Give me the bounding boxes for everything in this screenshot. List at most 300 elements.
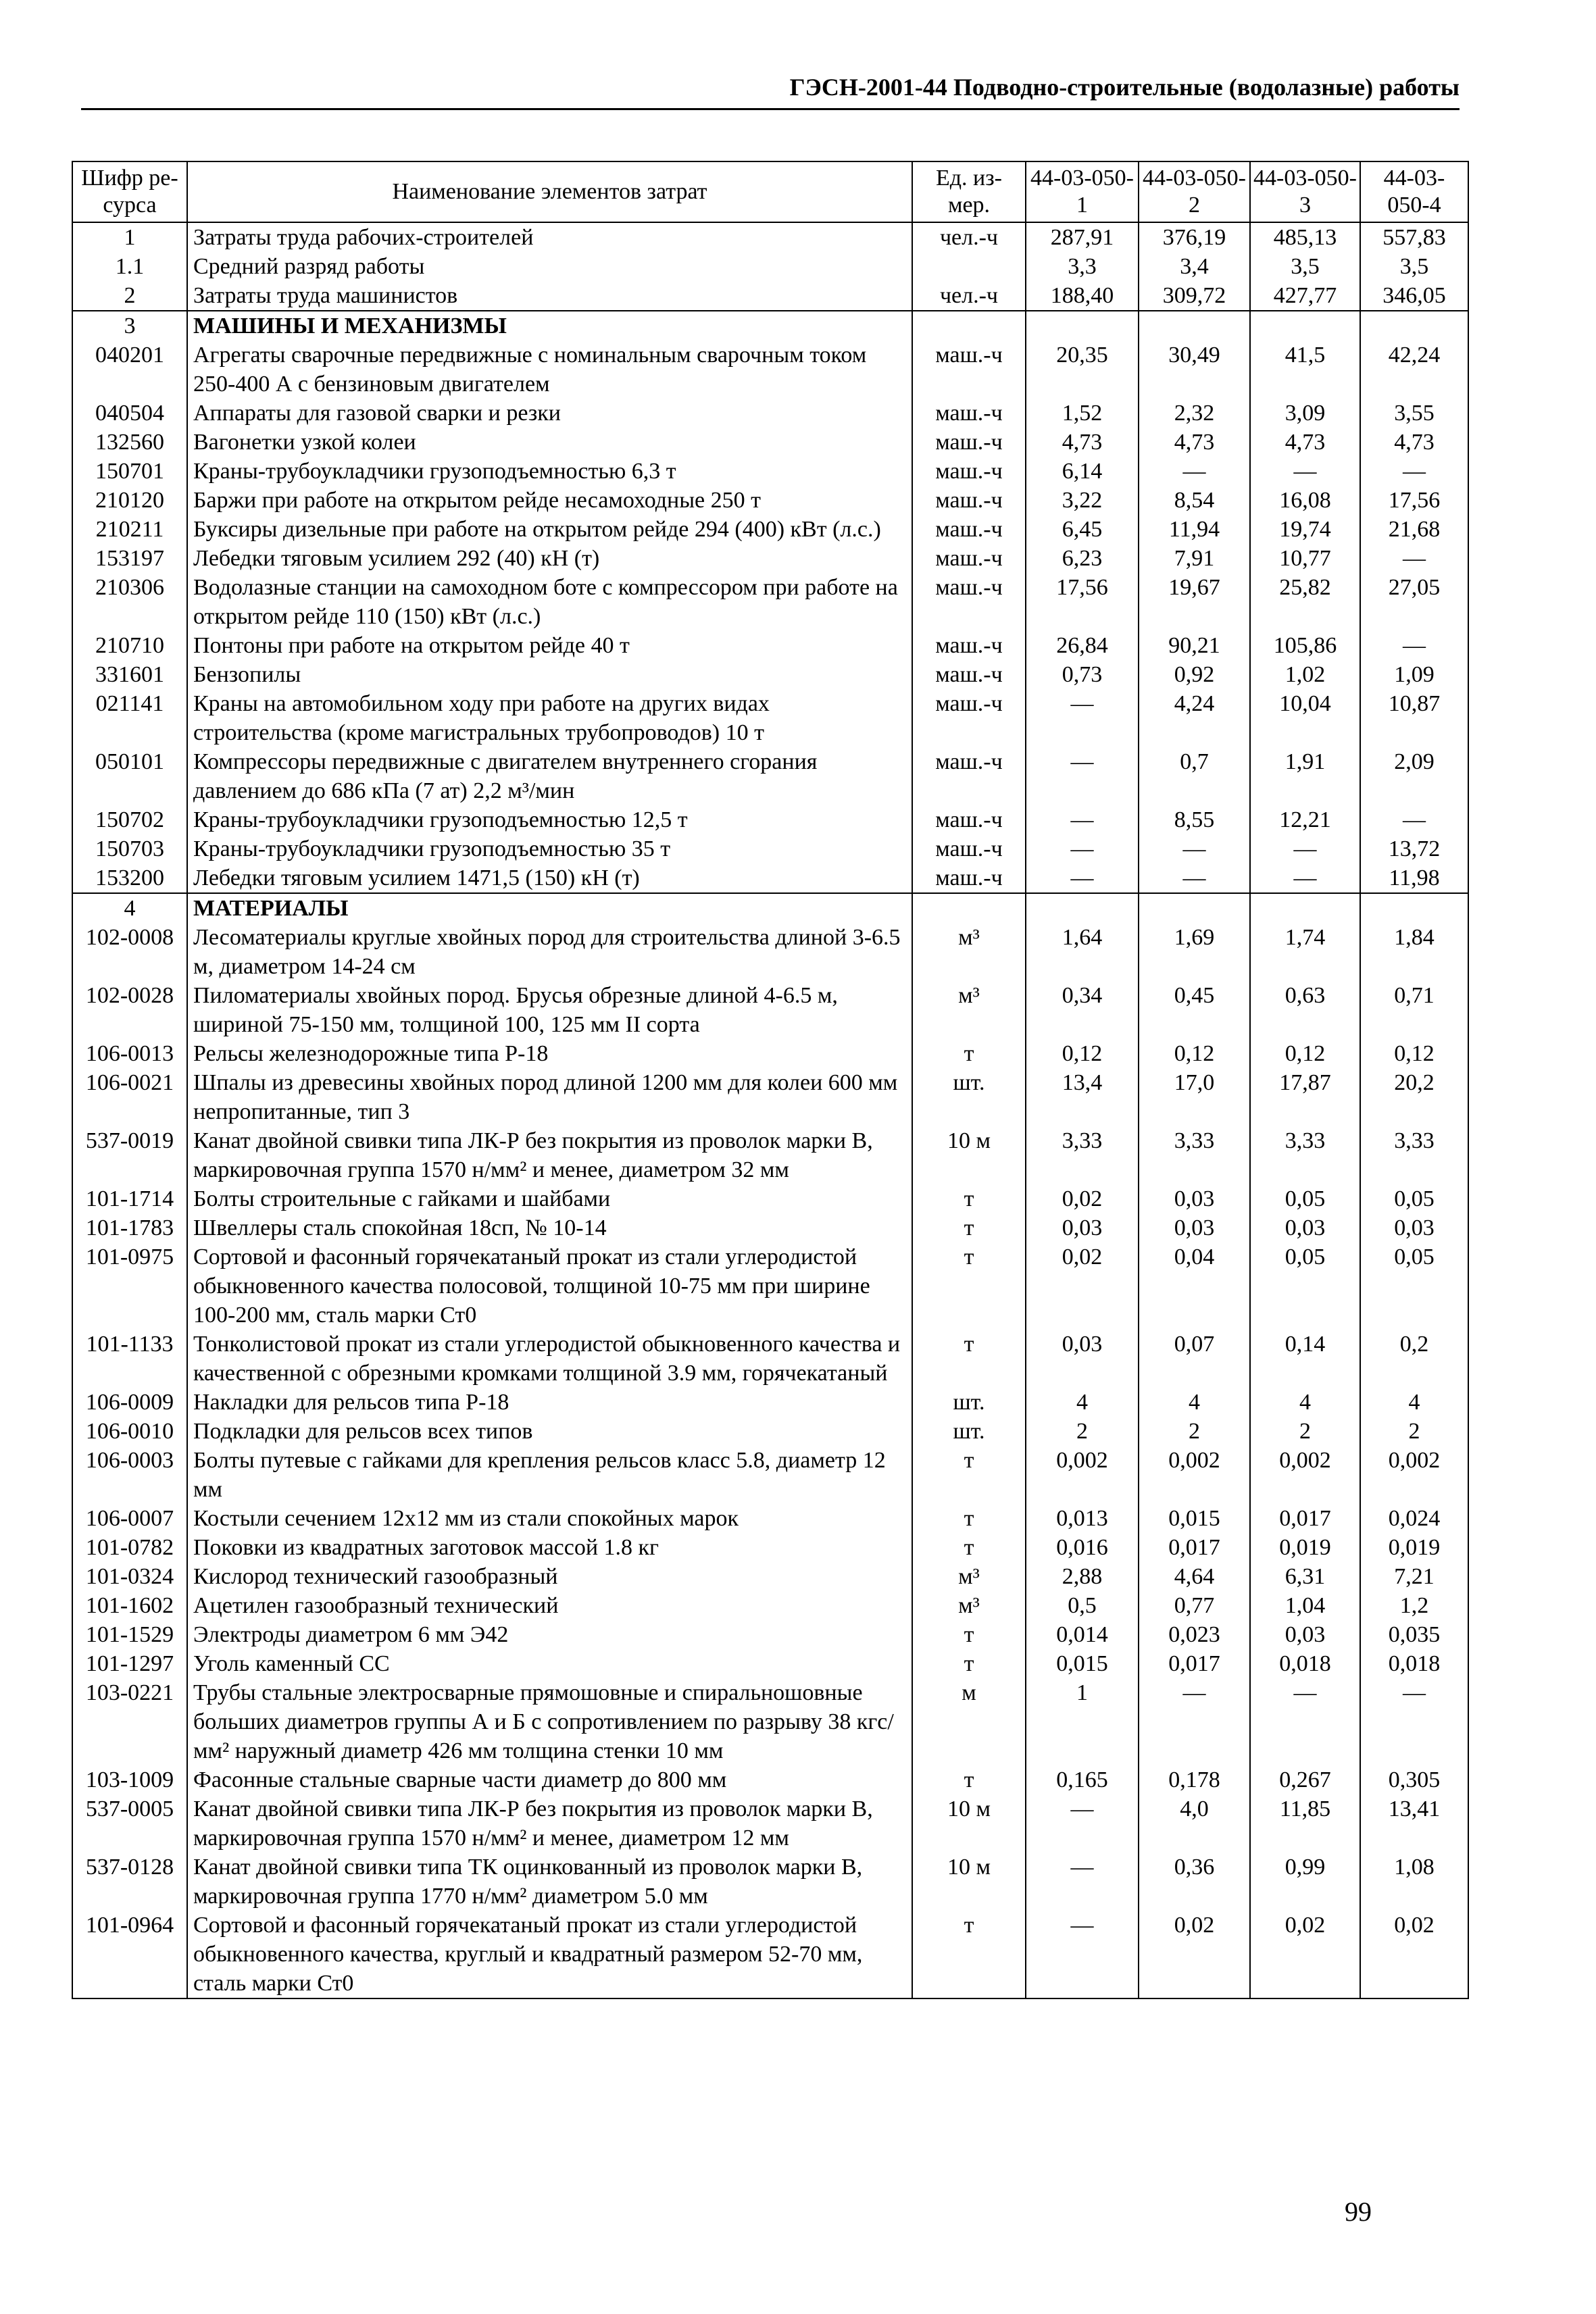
norm-value-050-4: 3,5 (1360, 252, 1468, 281)
norm-value-050-1: 2 (1026, 1417, 1139, 1446)
resource-code: 102-0028 (72, 981, 187, 1039)
norm-value-050-1: 0,165 (1026, 1765, 1139, 1794)
norm-value-050-4: 21,68 (1360, 515, 1468, 544)
unit-of-measure: т (912, 1765, 1026, 1794)
norm-value-050-1: 0,015 (1026, 1649, 1139, 1678)
norm-value-050-1: — (1026, 1794, 1139, 1853)
norm-value-050-1: 1,52 (1026, 399, 1139, 428)
norm-value-050-4: 42,24 (1360, 341, 1468, 399)
norm-value-050-3: 0,14 (1250, 1330, 1360, 1388)
resource-code: 3 (72, 311, 187, 341)
resource-name: Ацетилен газообразный технический (187, 1591, 912, 1620)
norm-value-050-1: 0,34 (1026, 981, 1139, 1039)
norm-value-050-1: 0,73 (1026, 660, 1139, 689)
resource-code: 210306 (72, 573, 187, 631)
norm-value-050-4: — (1360, 805, 1468, 834)
norm-value-050-1: 2,88 (1026, 1562, 1139, 1591)
column-header-v4: 44-03-050-4 (1360, 161, 1468, 222)
resource-name: Агрегаты сварочные передвижные с номинальным сварочным током 250-400 А с бензиновым двигателем (187, 341, 912, 399)
unit-of-measure: маш.-ч (912, 689, 1026, 747)
unit-of-measure: маш.-ч (912, 747, 1026, 805)
norm-value-050-2: 0,03 (1139, 1184, 1250, 1213)
norm-value-050-3: 0,267 (1250, 1765, 1360, 1794)
resource-name: Затраты труда машинистов (187, 281, 912, 311)
resource-code: 4 (72, 893, 187, 923)
resource-code: 153200 (72, 863, 187, 893)
resource-name: Трубы стальные электросварные прямошовные и спиральношовные больших диаметров группы А и Б с сопротивлением по разрыву 38 кгс/мм² наружный диаметр 426 мм толщина стенки 10 мм (187, 1678, 912, 1765)
resource-name: Краны-трубоукладчики грузоподъемностью 12,5 т (187, 805, 912, 834)
norm-value-050-4: 0,019 (1360, 1533, 1468, 1562)
norm-value-050-1: 6,45 (1026, 515, 1139, 544)
unit-of-measure: м³ (912, 1562, 1026, 1591)
resource-name: Пиломатериалы хвойных пород. Брусья обрезные длиной 4-6.5 м, шириной 75-150 мм, толщиной 100, 125 мм II сорта (187, 981, 912, 1039)
table-row (72, 1911, 1468, 1998)
norm-value-050-3: 0,019 (1250, 1533, 1360, 1562)
resource-name: Электроды диаметром 6 мм Э42 (187, 1620, 912, 1649)
resource-name: Канат двойной свивки типа ТК оцинкованный из проволок марки В, маркировочная группа 1770 н/мм² диаметром 5.0 мм (187, 1853, 912, 1911)
table-row (72, 1649, 1468, 1678)
resource-code: 102-0008 (72, 923, 187, 981)
resource-code: 210710 (72, 631, 187, 660)
norm-value-050-3: 12,21 (1250, 805, 1360, 834)
resource-code: 101-0782 (72, 1533, 187, 1562)
resource-code: 103-0221 (72, 1678, 187, 1765)
norm-value-050-4: 10,87 (1360, 689, 1468, 747)
norm-value-050-2: 0,36 (1139, 1853, 1250, 1911)
norm-value-050-3: 10,77 (1250, 544, 1360, 573)
norm-value-050-4: 11,98 (1360, 863, 1468, 893)
table-row (72, 311, 1468, 341)
norm-value-050-4: 0,002 (1360, 1446, 1468, 1504)
unit-of-measure: м³ (912, 1591, 1026, 1620)
norm-value-050-3 (1250, 311, 1360, 341)
table-row (72, 544, 1468, 573)
column-header-v2: 44-03-050-2 (1139, 161, 1250, 222)
norm-value-050-4 (1360, 893, 1468, 923)
table-row (72, 1765, 1468, 1794)
resource-code: 101-0975 (72, 1242, 187, 1330)
norm-value-050-2: 2,32 (1139, 399, 1250, 428)
resource-name: МАТЕРИАЛЫ (187, 893, 912, 923)
table-row (72, 1794, 1468, 1853)
unit-of-measure: маш.-ч (912, 660, 1026, 689)
norm-value-050-3: 17,87 (1250, 1068, 1360, 1126)
resource-name: Рельсы железнодорожные типа Р-18 (187, 1039, 912, 1068)
table-row (72, 399, 1468, 428)
resource-name: Болты строительные с гайками и шайбами (187, 1184, 912, 1213)
norm-value-050-4: — (1360, 631, 1468, 660)
norm-value-050-1: 0,002 (1026, 1446, 1139, 1504)
norm-value-050-4: 0,12 (1360, 1039, 1468, 1068)
resource-name: Понтоны при работе на открытом рейде 40 т (187, 631, 912, 660)
resource-name: Уголь каменный СС (187, 1649, 912, 1678)
norm-value-050-1: — (1026, 863, 1139, 893)
table-row (72, 747, 1468, 805)
resource-name: Фасонные стальные сварные части диаметр до 800 мм (187, 1765, 912, 1794)
norm-value-050-4: 3,55 (1360, 399, 1468, 428)
norm-value-050-4: 0,024 (1360, 1504, 1468, 1533)
norm-value-050-1: 4,73 (1026, 428, 1139, 457)
norm-value-050-3: 4 (1250, 1388, 1360, 1417)
resource-code: 537-0128 (72, 1853, 187, 1911)
resource-name: Болты путевые с гайками для крепления рельсов класс 5.8, диаметр 12 мм (187, 1446, 912, 1504)
table-row (72, 1620, 1468, 1649)
norm-value-050-3: 0,12 (1250, 1039, 1360, 1068)
unit-of-measure: маш.-ч (912, 573, 1026, 631)
norm-value-050-1: 20,35 (1026, 341, 1139, 399)
resource-name: Костыли сечением 12х12 мм из стали спокойных марок (187, 1504, 912, 1533)
norm-value-050-2 (1139, 893, 1250, 923)
norm-value-050-3: 0,05 (1250, 1184, 1360, 1213)
norm-value-050-2: 0,77 (1139, 1591, 1250, 1620)
norm-value-050-2: 376,19 (1139, 222, 1250, 252)
unit-of-measure: маш.-ч (912, 341, 1026, 399)
resource-code: 537-0019 (72, 1126, 187, 1184)
norm-value-050-1 (1026, 893, 1139, 923)
unit-of-measure: чел.-ч (912, 281, 1026, 311)
norm-value-050-2 (1139, 311, 1250, 341)
resource-code: 106-0021 (72, 1068, 187, 1126)
resource-code: 106-0010 (72, 1417, 187, 1446)
resource-code: 153197 (72, 544, 187, 573)
norm-value-050-1: 6,14 (1026, 457, 1139, 486)
resource-name: Бензопилы (187, 660, 912, 689)
header-rule (81, 108, 1460, 110)
norm-value-050-2: 3,4 (1139, 252, 1250, 281)
norm-value-050-4: — (1360, 1678, 1468, 1765)
table-row (72, 863, 1468, 893)
table-row (72, 341, 1468, 399)
resource-code: 106-0013 (72, 1039, 187, 1068)
resource-name: Компрессоры передвижные с двигателем внутреннего сгорания давлением до 686 кПа (7 ат) 2,2 м³/мин (187, 747, 912, 805)
norm-value-050-3: 19,74 (1250, 515, 1360, 544)
norm-value-050-3: 3,5 (1250, 252, 1360, 281)
resource-name: Лебедки тяговым усилием 1471,5 (150) кН (т) (187, 863, 912, 893)
resource-code: 101-1783 (72, 1213, 187, 1242)
resource-code: 101-0324 (72, 1562, 187, 1591)
norm-value-050-2: 3,33 (1139, 1126, 1250, 1184)
norm-value-050-3: 3,33 (1250, 1126, 1360, 1184)
page-header: ГЭСН-2001-44 Подводно-строительные (водолазные) работы (789, 74, 1460, 101)
resource-name: Лесоматериалы круглые хвойных пород для строительства длиной 3-6.5 м, диаметром 14-24 см (187, 923, 912, 981)
table-row (72, 1242, 1468, 1330)
norm-value-050-2: 0,015 (1139, 1504, 1250, 1533)
norm-value-050-3: 427,77 (1250, 281, 1360, 311)
norm-value-050-1: 3,3 (1026, 252, 1139, 281)
unit-of-measure: маш.-ч (912, 834, 1026, 863)
norm-value-050-1: — (1026, 1911, 1139, 1998)
table-row (72, 573, 1468, 631)
norm-value-050-4: 17,56 (1360, 486, 1468, 515)
table-row (72, 457, 1468, 486)
norm-value-050-4: 557,83 (1360, 222, 1468, 252)
resource-code: 040201 (72, 341, 187, 399)
resource-code: 132560 (72, 428, 187, 457)
norm-value-050-3: 0,02 (1250, 1911, 1360, 1998)
unit-of-measure: м³ (912, 981, 1026, 1039)
norm-value-050-4 (1360, 311, 1468, 341)
unit-of-measure: шт. (912, 1417, 1026, 1446)
table-row (72, 1591, 1468, 1620)
table-header-row (72, 161, 1468, 222)
norm-value-050-1: 0,03 (1026, 1213, 1139, 1242)
resource-code: 040504 (72, 399, 187, 428)
norm-value-050-4: 0,035 (1360, 1620, 1468, 1649)
resource-name: Канат двойной свивки типа ЛК-Р без покрытия из проволок марки В, маркировочная группа 1570 н/мм² и менее, диаметром 32 мм (187, 1126, 912, 1184)
table-row (72, 1533, 1468, 1562)
norm-value-050-2: 0,45 (1139, 981, 1250, 1039)
norm-value-050-2: 11,94 (1139, 515, 1250, 544)
resource-code: 101-1714 (72, 1184, 187, 1213)
resource-code: 1 (72, 222, 187, 252)
norm-value-050-1: — (1026, 805, 1139, 834)
unit-of-measure: маш.-ч (912, 631, 1026, 660)
norm-value-050-3: 3,09 (1250, 399, 1360, 428)
norm-value-050-2: 0,017 (1139, 1649, 1250, 1678)
norm-value-050-1: 26,84 (1026, 631, 1139, 660)
norm-value-050-1: 287,91 (1026, 222, 1139, 252)
unit-of-measure: маш.-ч (912, 399, 1026, 428)
unit-of-measure: т (912, 1620, 1026, 1649)
norm-value-050-3: — (1250, 863, 1360, 893)
norm-value-050-3: 2 (1250, 1417, 1360, 1446)
norm-value-050-3: 1,74 (1250, 923, 1360, 981)
norm-value-050-1: 0,03 (1026, 1330, 1139, 1388)
resource-name: Сортовой и фасонный горячекатаный прокат из стали углеродистой обыкновенного качества, круглый и квадратный размером 52-70 мм, сталь марки Ст0 (187, 1911, 912, 1998)
table-row (72, 1068, 1468, 1126)
norm-value-050-3: 0,03 (1250, 1213, 1360, 1242)
unit-of-measure (912, 893, 1026, 923)
norm-value-050-3: — (1250, 834, 1360, 863)
norm-value-050-3: 0,05 (1250, 1242, 1360, 1330)
resource-name: Водолазные станции на самоходном боте с компрессором при работе на открытом рейде 110 (150) кВт (л.с.) (187, 573, 912, 631)
norm-value-050-3: 4,73 (1250, 428, 1360, 457)
norm-value-050-2: — (1139, 834, 1250, 863)
column-header-name: Наименование элементов затрат (187, 161, 912, 222)
resource-name: Затраты труда рабочих-строителей (187, 222, 912, 252)
table-row (72, 1184, 1468, 1213)
norm-value-050-2: 4,0 (1139, 1794, 1250, 1853)
norm-value-050-3: 6,31 (1250, 1562, 1360, 1591)
norm-value-050-3: 485,13 (1250, 222, 1360, 252)
norm-value-050-3: 1,04 (1250, 1591, 1360, 1620)
resource-name: Тонколистовой прокат из стали углеродистой обыкновенного качества и качественной с обрезными кромками толщиной 3.9 мм, горячекатаный (187, 1330, 912, 1388)
norm-value-050-2: — (1139, 457, 1250, 486)
unit-of-measure: т (912, 1184, 1026, 1213)
resource-name: Средний разряд работы (187, 252, 912, 281)
resource-name: Поковки из квадратных заготовок массой 1.8 кг (187, 1533, 912, 1562)
norm-value-050-2: 0,03 (1139, 1213, 1250, 1242)
unit-of-measure: маш.-ч (912, 486, 1026, 515)
norm-value-050-1: 3,33 (1026, 1126, 1139, 1184)
norm-value-050-4: 2,09 (1360, 747, 1468, 805)
resource-code: 101-1133 (72, 1330, 187, 1388)
resource-norm-table (72, 161, 1469, 1999)
resource-name: Вагонетки узкой колеи (187, 428, 912, 457)
resource-code: 050101 (72, 747, 187, 805)
norm-value-050-2: 4 (1139, 1388, 1250, 1417)
unit-of-measure: чел.-ч (912, 222, 1026, 252)
norm-value-050-2: 90,21 (1139, 631, 1250, 660)
unit-of-measure: маш.-ч (912, 544, 1026, 573)
norm-value-050-1: 13,4 (1026, 1068, 1139, 1126)
page-number: 99 (1345, 2196, 1372, 2227)
norm-value-050-1: 0,02 (1026, 1184, 1139, 1213)
resource-code: 106-0007 (72, 1504, 187, 1533)
unit-of-measure: т (912, 1533, 1026, 1562)
resource-name: Сортовой и фасонный горячекатаный прокат из стали углеродистой обыкновенного качества полосовой, толщиной 10-75 мм при ширине 100-200 мм, сталь марки Ст0 (187, 1242, 912, 1330)
resource-code: 331601 (72, 660, 187, 689)
resource-name: Краны на автомобильном ходу при работе на других видах строительства (кроме магистральных трубопроводов) 10 т (187, 689, 912, 747)
norm-value-050-4: 4 (1360, 1388, 1468, 1417)
table-row (72, 631, 1468, 660)
resource-name: Накладки для рельсов типа Р-18 (187, 1388, 912, 1417)
norm-value-050-2: 0,92 (1139, 660, 1250, 689)
norm-value-050-4: 20,2 (1360, 1068, 1468, 1126)
norm-value-050-1: 188,40 (1026, 281, 1139, 311)
table-row (72, 222, 1468, 252)
norm-value-050-3: 0,03 (1250, 1620, 1360, 1649)
norm-value-050-4: — (1360, 544, 1468, 573)
norm-value-050-4: — (1360, 457, 1468, 486)
norm-value-050-1: 0,013 (1026, 1504, 1139, 1533)
table-row (72, 805, 1468, 834)
norm-value-050-2: 30,49 (1139, 341, 1250, 399)
unit-of-measure: т (912, 1213, 1026, 1242)
norm-value-050-4: 4,73 (1360, 428, 1468, 457)
resource-name: Краны-трубоукладчики грузоподъемностью 35 т (187, 834, 912, 863)
norm-value-050-4: 0,305 (1360, 1765, 1468, 1794)
norm-value-050-4: 0,71 (1360, 981, 1468, 1039)
resource-code: 021141 (72, 689, 187, 747)
norm-value-050-2: 2 (1139, 1417, 1250, 1446)
table-row (72, 515, 1468, 544)
norm-value-050-3: 1,91 (1250, 747, 1360, 805)
norm-value-050-3: 0,99 (1250, 1853, 1360, 1911)
norm-value-050-2: 4,64 (1139, 1562, 1250, 1591)
norm-value-050-1: 1,64 (1026, 923, 1139, 981)
resource-code: 101-0964 (72, 1911, 187, 1998)
norm-value-050-1: 0,02 (1026, 1242, 1139, 1330)
norm-value-050-4: 3,33 (1360, 1126, 1468, 1184)
resource-name: Буксиры дизельные при работе на открытом рейде 294 (400) кВт (л.с.) (187, 515, 912, 544)
table-row (72, 1388, 1468, 1417)
unit-of-measure: маш.-ч (912, 515, 1026, 544)
norm-value-050-3: 0,018 (1250, 1649, 1360, 1678)
norm-value-050-3: 105,86 (1250, 631, 1360, 660)
norm-value-050-1: 17,56 (1026, 573, 1139, 631)
unit-of-measure: т (912, 1911, 1026, 1998)
resource-code: 2 (72, 281, 187, 311)
norm-value-050-4: 13,41 (1360, 1794, 1468, 1853)
norm-value-050-2: 0,07 (1139, 1330, 1250, 1388)
norm-value-050-3: — (1250, 1678, 1360, 1765)
resource-code: 210120 (72, 486, 187, 515)
table-row (72, 1039, 1468, 1068)
table-row (72, 1504, 1468, 1533)
unit-of-measure: т (912, 1649, 1026, 1678)
norm-value-050-2: 0,04 (1139, 1242, 1250, 1330)
resource-code: 150703 (72, 834, 187, 863)
unit-of-measure: т (912, 1504, 1026, 1533)
norm-value-050-2: 0,12 (1139, 1039, 1250, 1068)
resource-name: Подкладки для рельсов всех типов (187, 1417, 912, 1446)
unit-of-measure (912, 311, 1026, 341)
norm-value-050-2: 0,02 (1139, 1911, 1250, 1998)
norm-value-050-3: 0,017 (1250, 1504, 1360, 1533)
unit-of-measure: маш.-ч (912, 863, 1026, 893)
resource-code: 101-1529 (72, 1620, 187, 1649)
norm-value-050-4: 1,2 (1360, 1591, 1468, 1620)
unit-of-measure: маш.-ч (912, 805, 1026, 834)
resource-name: Шпалы из древесины хвойных пород длиной 1200 мм для колеи 600 мм непропитанные, тип 3 (187, 1068, 912, 1126)
norm-value-050-4: 1,84 (1360, 923, 1468, 981)
resource-code: 537-0005 (72, 1794, 187, 1853)
norm-value-050-2: 19,67 (1139, 573, 1250, 631)
resource-code: 106-0003 (72, 1446, 187, 1504)
column-header-code: Шифр ре-сурса (72, 161, 187, 222)
norm-value-050-2: 8,54 (1139, 486, 1250, 515)
table-row (72, 1853, 1468, 1911)
resource-code: 101-1297 (72, 1649, 187, 1678)
norm-value-050-4: 0,2 (1360, 1330, 1468, 1388)
norm-value-050-2: 1,69 (1139, 923, 1250, 981)
unit-of-measure: маш.-ч (912, 457, 1026, 486)
unit-of-measure (912, 252, 1026, 281)
norm-value-050-2: 17,0 (1139, 1068, 1250, 1126)
norm-value-050-4: 1,08 (1360, 1853, 1468, 1911)
norm-value-050-4: 346,05 (1360, 281, 1468, 311)
resource-code: 106-0009 (72, 1388, 187, 1417)
table-row (72, 1417, 1468, 1446)
norm-value-050-4: 13,72 (1360, 834, 1468, 863)
norm-value-050-2: 0,017 (1139, 1533, 1250, 1562)
norm-value-050-4: 0,05 (1360, 1184, 1468, 1213)
resource-name: Краны-трубоукладчики грузоподъемностью 6,3 т (187, 457, 912, 486)
unit-of-measure: т (912, 1242, 1026, 1330)
norm-value-050-1: — (1026, 747, 1139, 805)
norm-value-050-3 (1250, 893, 1360, 923)
norm-value-050-4: 0,02 (1360, 1911, 1468, 1998)
norm-value-050-1: 6,23 (1026, 544, 1139, 573)
column-header-v3: 44-03-050-3 (1250, 161, 1360, 222)
norm-value-050-2: 0,002 (1139, 1446, 1250, 1504)
unit-of-measure: 10 м (912, 1853, 1026, 1911)
norm-value-050-4: 1,09 (1360, 660, 1468, 689)
unit-of-measure: шт. (912, 1388, 1026, 1417)
resource-name: Лебедки тяговым усилием 292 (40) кН (т) (187, 544, 912, 573)
norm-value-050-4: 2 (1360, 1417, 1468, 1446)
norm-value-050-1: 0,12 (1026, 1039, 1139, 1068)
resource-name: Аппараты для газовой сварки и резки (187, 399, 912, 428)
norm-value-050-2: 4,24 (1139, 689, 1250, 747)
norm-value-050-4: 7,21 (1360, 1562, 1468, 1591)
norm-value-050-3: 1,02 (1250, 660, 1360, 689)
resource-name: Швеллеры сталь спокойная 18сп, № 10-14 (187, 1213, 912, 1242)
unit-of-measure: т (912, 1330, 1026, 1388)
resource-code: 210211 (72, 515, 187, 544)
resource-code: 101-1602 (72, 1591, 187, 1620)
norm-value-050-1 (1026, 311, 1139, 341)
norm-value-050-2: 8,55 (1139, 805, 1250, 834)
resource-name: Кислород технический газообразный (187, 1562, 912, 1591)
table-row (72, 1446, 1468, 1504)
norm-value-050-2: 4,73 (1139, 428, 1250, 457)
resource-name: МАШИНЫ И МЕХАНИЗМЫ (187, 311, 912, 341)
table-row (72, 428, 1468, 457)
norm-value-050-1: 1 (1026, 1678, 1139, 1765)
table-row (72, 1213, 1468, 1242)
